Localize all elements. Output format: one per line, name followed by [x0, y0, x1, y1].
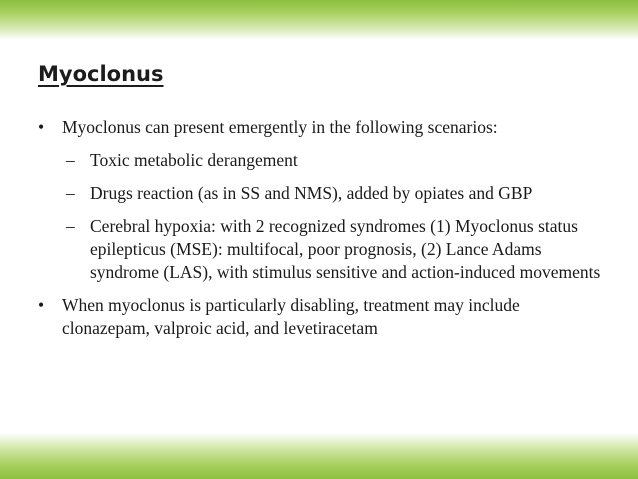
bullet-1	[38, 116, 608, 139]
subbullet-3-text: Cerebral hypoxia: with 2 recognized syndromes (1) Myoclonus status epilepticus (MSE): multifocal, poor prognosis, (2) Lance Adams syndrome (LAS), with stimulus sensitive and action-induced movements	[90, 216, 601, 282]
bottom-green-band	[0, 433, 638, 479]
subbullet-3	[38, 215, 608, 284]
subbullet-1-text: Toxic metabolic derangement	[90, 150, 298, 170]
slide-title: Myoclonus	[38, 62, 164, 86]
subbullet-2-text: Drugs reaction (as in SS and NMS), added by opiates and GBP	[90, 183, 533, 203]
subbullet-marker: –	[66, 150, 75, 170]
bullet-2-text: When myoclonus is particularly disabling, treatment may include clonazepam, valproic acid, and levetiracetam	[62, 295, 520, 338]
slide-body	[38, 116, 608, 350]
subbullet-2	[38, 182, 608, 205]
bullet-marker: •	[38, 295, 45, 315]
subbullet-marker: –	[66, 216, 75, 236]
bullet-1-text: Myoclonus can present emergently in the following scenarios:	[62, 117, 498, 137]
bullet-2	[38, 294, 608, 340]
bullet-marker: •	[38, 117, 45, 137]
top-green-band	[0, 0, 638, 40]
subbullet-1	[38, 149, 608, 172]
subbullet-marker: –	[66, 183, 75, 203]
